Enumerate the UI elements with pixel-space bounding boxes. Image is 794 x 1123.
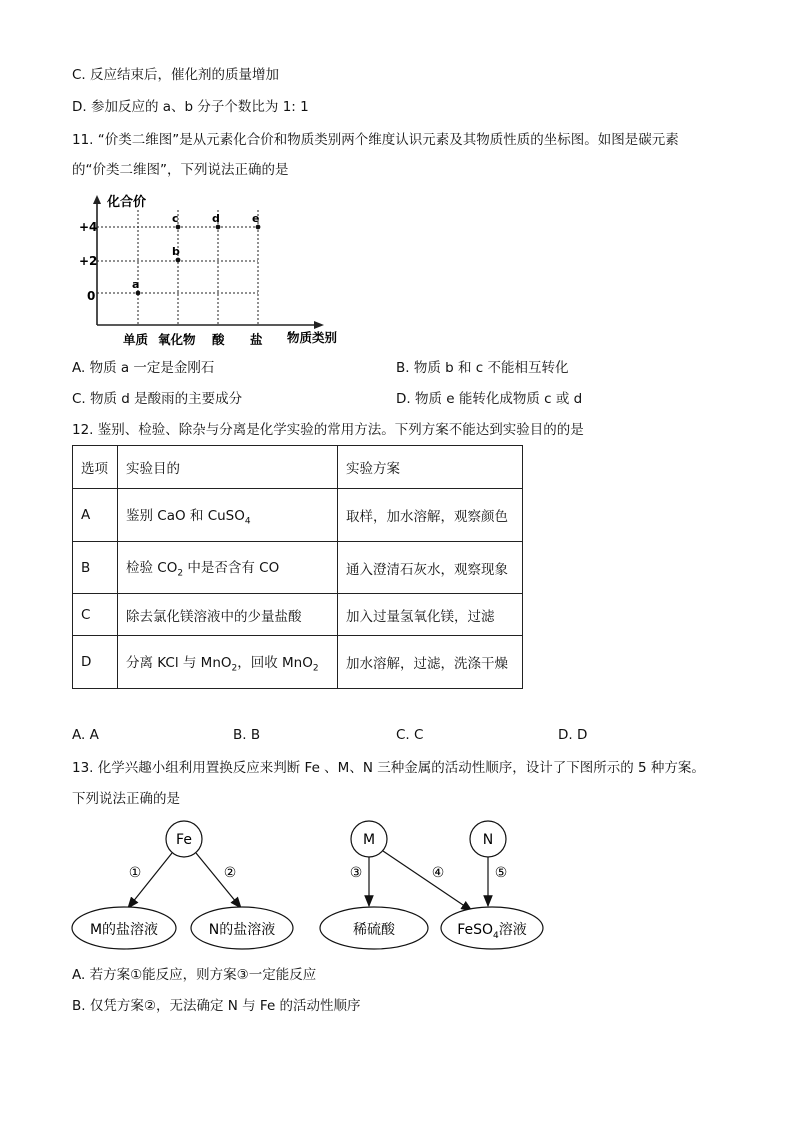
scheme-2-label: ② (223, 865, 237, 881)
goal-text-tail: ，回收 MnO (237, 654, 313, 671)
q10-option-c: C. 反应结束后，催化剂的质量增加 (72, 67, 280, 83)
experiment-table (72, 445, 523, 689)
goal-text-tail: 中是否含有 CO (183, 560, 280, 577)
n-label: N (482, 832, 494, 848)
q11-option-d: D. 物质 e 能转化成物质 c 或 d (396, 391, 583, 407)
goal-subscript: 2 (231, 663, 238, 674)
q12-answer-a: A. A (72, 727, 99, 743)
y-axis-label: 化合价 (107, 195, 147, 210)
q11-stem-line2: 的“价类二维图”，下列说法正确的是 (72, 162, 289, 178)
fe-label: Fe (176, 832, 192, 848)
row-key: A (73, 489, 118, 542)
row-plan: 加入过量氢氧化镁，过滤 (338, 594, 523, 636)
point-e (256, 225, 261, 230)
scheme-4-label: ④ (431, 865, 445, 881)
m-label: M (362, 832, 376, 848)
arrow-4 (383, 851, 472, 911)
y-tick-0: 0 (87, 289, 96, 303)
point-b (176, 258, 181, 263)
row-plan: 通入澄清石灰水，观察现象 (338, 542, 523, 594)
table-row (73, 542, 523, 594)
x-tick-element: 单质 (123, 332, 149, 347)
q11-option-a: A. 物质 a 一定是金刚石 (72, 360, 215, 376)
scheme-3-label: ③ (349, 865, 363, 881)
goal-subscript: 2 (177, 568, 184, 579)
header-plan: 实验方案 (338, 446, 523, 489)
y-tick-4: +4 (79, 220, 98, 234)
q13-option-a: A. 若方案①能反应，则方案③一定能反应 (72, 967, 317, 983)
x-axis-arrow (314, 321, 324, 329)
q13-stem-line2: 下列说法正确的是 (72, 791, 180, 807)
valence-class-chart (70, 185, 360, 355)
table-header-row (73, 446, 523, 489)
q12-stem: 12. 鉴别、检验、除杂与分离是化学实验的常用方法。下列方案不能达到实验目的的是 (72, 422, 584, 438)
point-label-a: a (132, 278, 140, 291)
q13-stem-line1: 13. 化学兴趣小组利用置换反应来判断 Fe 、M、N 三种金属的活动性顺序，设计了下图所示的 5 种方案。 (72, 760, 705, 776)
x-tick-oxide: 氧化物 (158, 332, 196, 347)
table-row (73, 636, 523, 689)
point-c (176, 225, 181, 230)
x-tick-salt: 盐 (250, 332, 263, 347)
point-label-c: c (172, 212, 179, 225)
n-salt-label: N的盐溶液 (208, 922, 276, 938)
row-goal (118, 542, 338, 594)
header-goal: 实验目的 (118, 446, 338, 489)
row-plan: 取样，加水溶解，观察颜色 (338, 489, 523, 542)
scheme-5-label: ⑤ (494, 865, 508, 881)
row-goal (118, 636, 338, 689)
point-label-d: d (212, 212, 220, 225)
row-key: B (73, 542, 118, 594)
row-goal: 除去氯化镁溶液中的少量盐酸 (118, 594, 338, 636)
q11-option-b: B. 物质 b 和 c 不能相互转化 (396, 360, 569, 376)
dilute-acid-label: 稀硫酸 (353, 922, 395, 938)
goal-text: 分离 KCl 与 MnO (126, 654, 232, 671)
goal-text: 检验 CO (126, 560, 178, 577)
y-axis-arrow (93, 195, 101, 204)
goal-subscript: 4 (244, 516, 251, 527)
reaction-scheme-diagram (60, 812, 560, 952)
row-plan: 加水溶解，过滤，洗涤干燥 (338, 636, 523, 689)
table-row (73, 594, 523, 636)
goal-subscript-2: 2 (312, 663, 319, 674)
q10-option-d: D. 参加反应的 a、b 分子个数比为 1: 1 (72, 99, 309, 115)
x-axis-label: 物质类别 (287, 330, 338, 345)
q12-answer-c: C. C (396, 727, 424, 743)
m-salt-label: M的盐溶液 (89, 922, 159, 938)
q11-option-c: C. 物质 d 是酸雨的主要成分 (72, 391, 243, 407)
q12-answer-d: D. D (558, 727, 588, 743)
q12-answer-b: B. B (233, 727, 261, 743)
table-row (73, 489, 523, 542)
point-a (136, 291, 141, 296)
point-d (216, 225, 221, 230)
q13-option-b: B. 仅凭方案②，无法确定 N 与 Fe 的活动性顺序 (72, 998, 361, 1014)
row-key: D (73, 636, 118, 689)
x-tick-acid: 酸 (212, 332, 225, 347)
goal-text: 鉴别 CaO 和 CuSO (126, 507, 245, 524)
scheme-1-label: ① (128, 865, 142, 881)
q11-stem-line1: 11. “价类二维图”是从元素化合价和物质类别两个维度认识元素及其物质性质的坐标图。如图是碳元素 (72, 132, 679, 148)
feso4-label: FeSO$_4$溶液 (457, 922, 527, 941)
row-key: C (73, 594, 118, 636)
header-option: 选项 (73, 446, 118, 489)
point-label-b: b (172, 245, 180, 258)
point-label-e: e (252, 212, 260, 225)
row-goal (118, 489, 338, 542)
y-tick-2: +2 (79, 254, 98, 268)
